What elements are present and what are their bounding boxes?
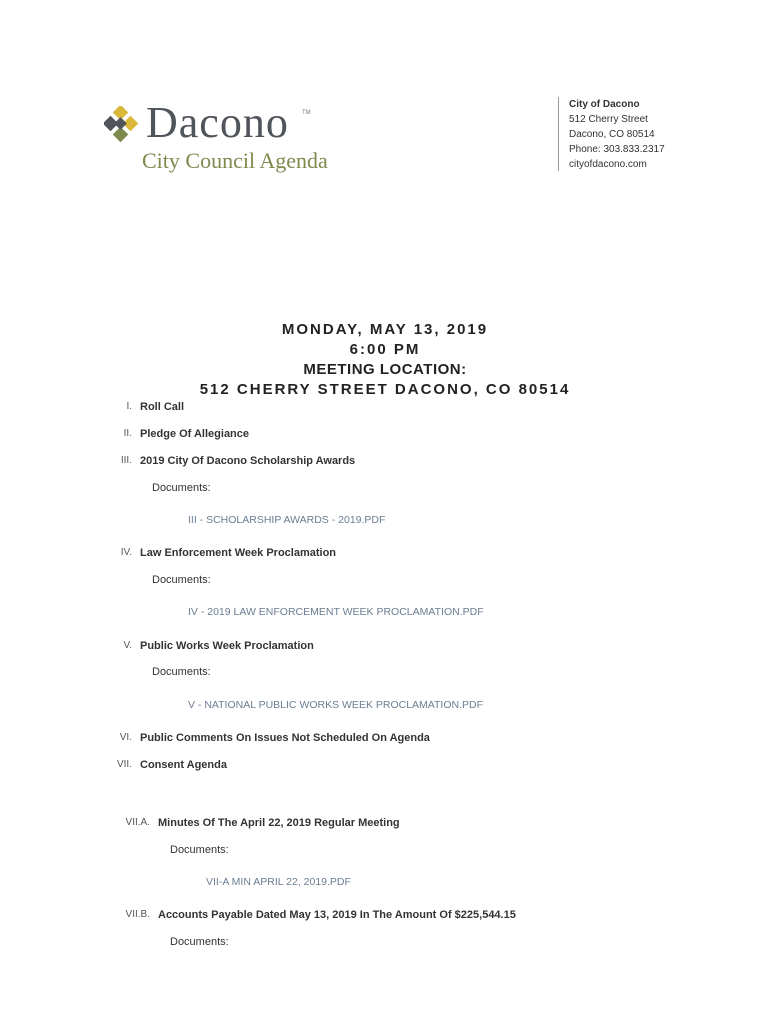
agenda-item-number: VII.B. bbox=[125, 909, 150, 920]
agenda-item-number: I. bbox=[126, 401, 132, 412]
agenda-item-number: VII. bbox=[116, 759, 132, 770]
document-link[interactable]: VII-A MIN APRIL 22, 2019.PDF bbox=[206, 876, 351, 888]
address-website[interactable]: cityofdacono.com bbox=[569, 159, 647, 170]
agenda-item-title: Accounts Payable Dated May 13, 2019 In The Amount Of $225,544.15 bbox=[158, 909, 516, 921]
logo-wordmark: Dacono bbox=[146, 98, 289, 147]
documents-label: Documents: bbox=[152, 482, 211, 494]
documents-label: Documents: bbox=[170, 844, 229, 856]
address-phone: Phone: 303.833.2317 bbox=[569, 144, 665, 155]
address-street: 512 Cherry Street bbox=[569, 114, 648, 125]
meeting-heading bbox=[0, 320, 770, 400]
agenda-item-number: III. bbox=[120, 455, 132, 466]
agenda-item-number: II. bbox=[123, 428, 132, 439]
documents-label: Documents: bbox=[152, 574, 211, 586]
agenda-item-title: Law Enforcement Week Proclamation bbox=[140, 547, 337, 559]
document-link[interactable]: V - NATIONAL PUBLIC WORKS WEEK PROCLAMATION.PDF bbox=[188, 699, 484, 711]
agenda-item-number: V. bbox=[123, 640, 132, 651]
dacono-logo-mark-icon bbox=[104, 106, 138, 142]
agenda-item-title: Minutes Of The April 22, 2019 Regular Meeting bbox=[158, 817, 400, 829]
agenda-item-title: Public Works Week Proclamation bbox=[140, 640, 314, 652]
agenda-item-number: VI. bbox=[119, 732, 132, 743]
document-link[interactable]: III - SCHOLARSHIP AWARDS - 2019.PDF bbox=[188, 514, 386, 526]
address-city: Dacono, CO 80514 bbox=[569, 129, 655, 140]
logo-trademark: TM bbox=[302, 110, 311, 116]
agenda-item-title: Public Comments On Issues Not Scheduled On Agenda bbox=[140, 732, 430, 744]
agenda-item-title: Pledge Of Allegiance bbox=[140, 428, 250, 440]
dacono-logo bbox=[104, 98, 344, 188]
address-block bbox=[558, 97, 665, 171]
agenda-item-number: IV. bbox=[120, 547, 132, 558]
meeting-location-label: MEETING LOCATION: bbox=[303, 361, 467, 378]
documents-label: Documents: bbox=[170, 936, 229, 948]
document-link[interactable]: IV - 2019 LAW ENFORCEMENT WEEK PROCLAMATION.PDF bbox=[188, 606, 484, 618]
logo-subtitle: City Council Agenda bbox=[142, 148, 328, 173]
agenda-item-title: Consent Agenda bbox=[140, 759, 227, 771]
agenda-item-number: VII.A. bbox=[125, 817, 150, 828]
meeting-date: MONDAY, MAY 13, 2019 bbox=[281, 321, 489, 338]
documents-label: Documents: bbox=[152, 666, 211, 678]
agenda-item-title: 2019 City Of Dacono Scholarship Awards bbox=[140, 455, 356, 467]
address-org: City of Dacono bbox=[569, 99, 640, 110]
meeting-time: 6:00 PM bbox=[349, 341, 421, 358]
agenda-item-title: Roll Call bbox=[140, 401, 185, 413]
meeting-location: 512 CHERRY STREET DACONO, CO 80514 bbox=[199, 381, 571, 398]
